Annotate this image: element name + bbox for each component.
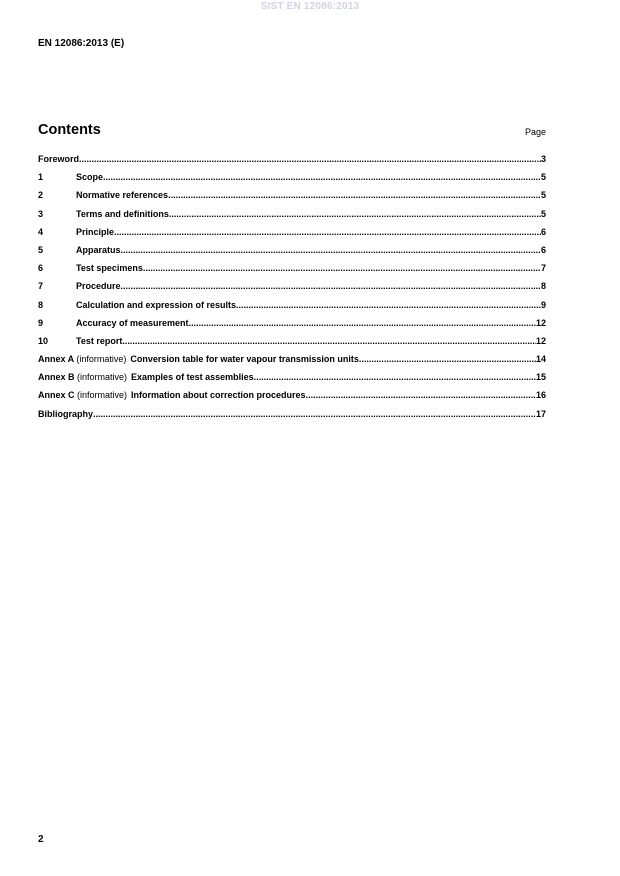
toc-entry-number: 5: [38, 244, 44, 255]
toc-entry-page: 17: [535, 408, 546, 419]
toc-entry-normative-references[interactable]: [38, 190, 546, 208]
document-id: EN 12086:2013 (E): [38, 38, 125, 49]
toc-entry-foreword[interactable]: [38, 154, 546, 172]
toc-leader-dots: [93, 409, 536, 419]
toc-entry-terms-and-definitions[interactable]: [38, 209, 546, 227]
toc-leader-dots: [103, 172, 541, 182]
toc-entry-page: 14: [535, 354, 546, 365]
toc-leader-dots: [79, 154, 541, 164]
toc-entry-number: 3: [38, 208, 44, 219]
toc-leader-dots: [169, 209, 541, 219]
toc-entry-scope[interactable]: [38, 172, 546, 190]
toc-entry-test-specimens[interactable]: [38, 263, 546, 281]
toc-annex-label: [38, 390, 131, 400]
toc-annex-label: [38, 354, 130, 364]
toc-entry-page: 3: [540, 154, 546, 164]
toc-entry-title: Conversion table for water vapour transmission units: [130, 354, 359, 365]
toc-leader-dots: [189, 318, 536, 328]
toc-entry-number: 2: [38, 190, 44, 201]
toc-entry-bibliography[interactable]: [38, 409, 546, 427]
toc-entry-title: Terms and definitions: [76, 208, 169, 219]
toc-entry-number: 4: [38, 226, 44, 237]
watermark: SIST EN 12086:2013: [260, 1, 360, 12]
toc-annex-label: [38, 372, 131, 382]
toc-entry-number: 1: [38, 172, 44, 183]
toc-entry-number: 10: [38, 335, 49, 346]
toc-leader-dots: [168, 190, 541, 200]
toc-leader-dots: [122, 336, 536, 346]
toc-entry-title: Information about correction procedures: [131, 390, 306, 401]
toc-entry-principle[interactable]: [38, 227, 546, 245]
toc-entry-page: 5: [540, 208, 546, 219]
toc-entry-procedure[interactable]: [38, 281, 546, 299]
toc-entry-title: Apparatus: [76, 244, 121, 255]
toc-entry-page: 5: [540, 190, 546, 201]
toc-entry-page: 15: [535, 372, 546, 383]
toc-annex-letter: Annex B: [38, 372, 75, 383]
page-number: 2: [38, 834, 44, 845]
toc-entry-title: Test specimens: [76, 263, 143, 274]
toc-annex-informative: (informative): [77, 372, 128, 383]
toc-annex-informative: (informative): [76, 354, 127, 365]
toc-entry-title: Foreword: [38, 154, 80, 164]
toc-leader-dots: [143, 263, 541, 273]
toc-annex-letter: Annex C: [38, 390, 75, 401]
toc-entry-number: 9: [38, 317, 44, 328]
toc-entry-page: 6: [540, 226, 546, 237]
toc-entry-title: Bibliography: [38, 408, 94, 419]
toc-leader-dots: [306, 390, 536, 400]
toc-leader-dots: [114, 227, 541, 237]
toc-entry-title: Test report: [76, 335, 123, 346]
toc-entry-test-report[interactable]: [38, 336, 546, 354]
page-column-label: Page: [524, 127, 546, 137]
toc-entry-title: Normative references: [76, 190, 169, 201]
toc-entry-number: 8: [38, 299, 44, 310]
toc-entry-title: Principle: [76, 226, 115, 237]
toc-entry-page: 5: [540, 172, 546, 183]
toc-annex-informative: (informative): [77, 390, 128, 401]
toc-entry-accuracy[interactable]: [38, 318, 546, 336]
toc-entry-title: Examples of test assemblies: [131, 372, 254, 383]
toc-entry-page: 16: [535, 390, 546, 401]
toc-entry-annex-b[interactable]: [38, 372, 546, 390]
toc-entry-title: Calculation and expression of results: [76, 299, 237, 310]
toc-leader-dots: [236, 300, 541, 310]
toc-entry-title: Accuracy of measurement: [76, 317, 189, 328]
toc-entry-calculation[interactable]: [38, 300, 546, 318]
toc-entry-title: Scope: [76, 172, 104, 183]
table-of-contents: [38, 154, 546, 427]
toc-annex-letter: Annex A: [38, 354, 74, 365]
toc-leader-dots: [359, 354, 536, 364]
toc-entry-page: 12: [535, 335, 546, 346]
toc-entry-page: 8: [540, 281, 546, 292]
toc-entry-apparatus[interactable]: [38, 245, 546, 263]
toc-entry-title: Procedure: [76, 281, 121, 292]
toc-entry-page: 9: [540, 299, 546, 310]
contents-heading: Contents: [38, 122, 101, 138]
toc-leader-dots: [121, 281, 541, 291]
toc-entry-page: 12: [535, 317, 546, 328]
toc-entry-annex-a[interactable]: [38, 354, 546, 372]
toc-entry-number: 6: [38, 263, 44, 274]
toc-leader-dots: [254, 372, 536, 382]
toc-entry-number: 7: [38, 281, 44, 292]
toc-entry-annex-c[interactable]: [38, 390, 546, 408]
toc-leader-dots: [121, 245, 541, 255]
toc-entry-page: 6: [540, 244, 546, 255]
toc-entry-page: 7: [540, 263, 546, 274]
